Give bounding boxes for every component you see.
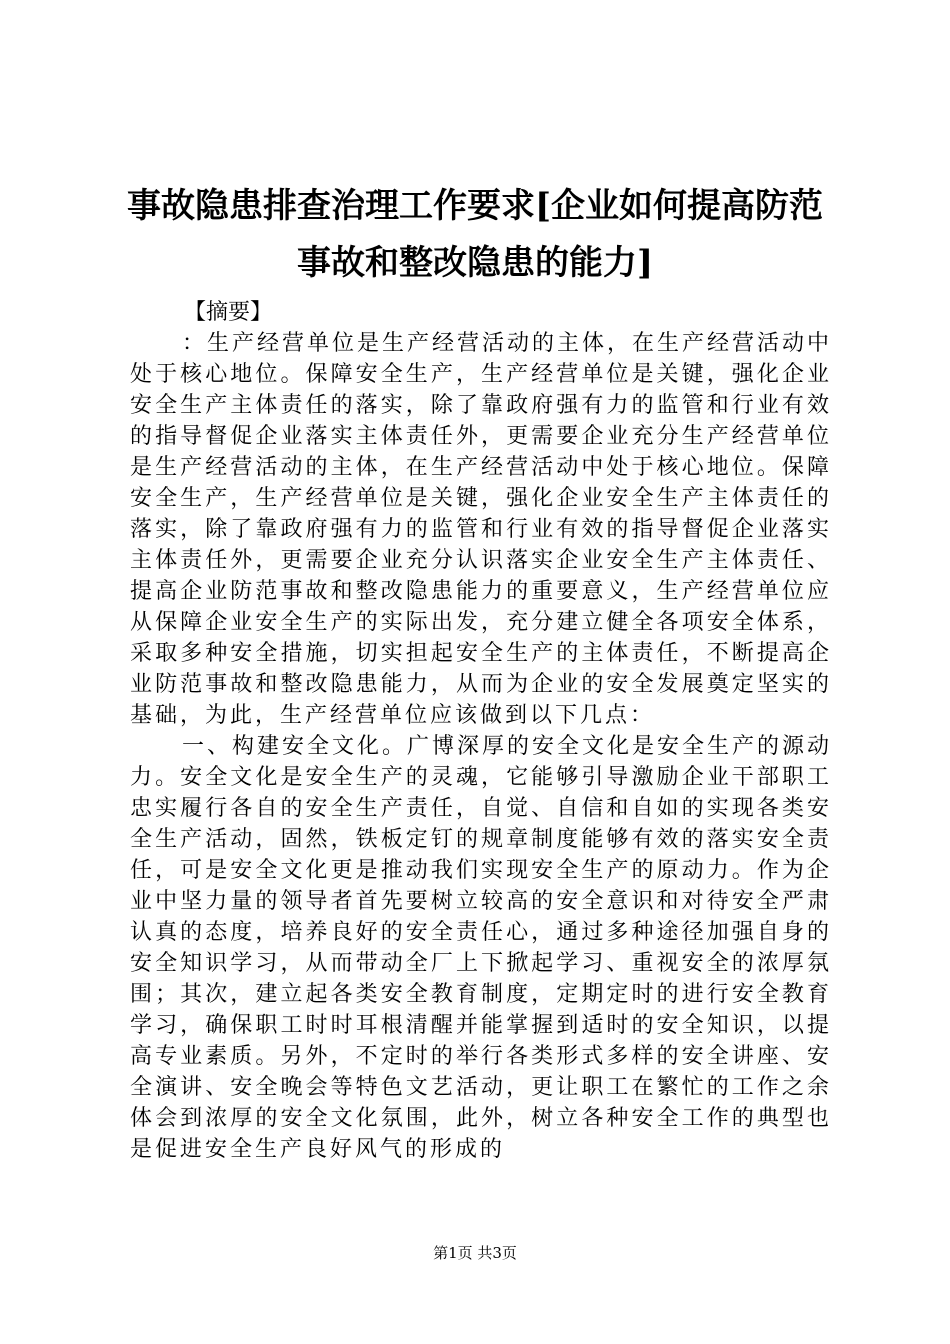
abstract-paragraph: ：生产经营单位是生产经营活动的主体，在生产经营活动中处于核心地位。保障安全生产，生产经营单位是关键，强化企业安全生产主体责任的落实，除了靠政府强有力的监管和行业有效的指导督促企业落实主体责任外，更需要企业充分生产经营单位是生产经营活动的主体，在生产经营活动中处于核心地位。保障安全生产，生产经营单位是关键，强化企业安全生产主体责任的落实，除了靠政府强有力的监管和行业有效的指导督促企业落实主体责任外，更需要企业充分认识落实企业安全生产主体责任、提高企业防范事故和整改隐患能力的重要意义，生产经营单位应从保障企业安全生产的实际出发，充分建立健全各项安全体系，采取多种安全措施，切实担起安全生产的主体责任，不断提高企业防范事故和整改隐患能力，从而为企业的安全发展奠定坚实的基础，为此，生产经营单位应该做到以下几点： xyxy=(130,331,833,728)
document-body xyxy=(130,328,832,1165)
document-title: 事故隐患排查治理工作要求[企业如何提高防范事故和整改隐患的能力] xyxy=(126,186,824,283)
page-footer: 第1页 共3页 xyxy=(433,1244,517,1262)
section-paragraph-culture: 一、构建安全文化。广博深厚的安全文化是安全生产的源动力。安全文化是安全生产的灵魂，它能够引导激励企业干部职工忠实履行各自的安全生产责任，自觉、自信和自如的实现各类安全生产活动，固然，铁板定钉的规章制度能够有效的落实安全责任，可是安全文化更是推动我们实现安全生产的原动力。作为企业中坚力量的领导者首先要树立较高的安全意识和对待安全严肃认真的态度，培养良好的安全责任心，通过多种途径加强自身的安全知识学习，从而带动全厂上下掀起学习、重视安全的浓厚氛围；其次，建立起各类安全教育制度，定期定时的进行安全教育学习，确保职工时时耳根清醒并能掌握到适时的安全知识，以提高专业素质。另外，不定时的举行各类形式多样的安全讲座、安全演讲、安全晚会等特色文艺活动，更让职工在繁忙的工作之余体会到浓厚的安全文化氛围，此外，树立各种安全工作的典型也是促进安全生产良好风气的形成的 xyxy=(130,734,833,1162)
abstract-label: 【摘要】 xyxy=(184,300,273,325)
